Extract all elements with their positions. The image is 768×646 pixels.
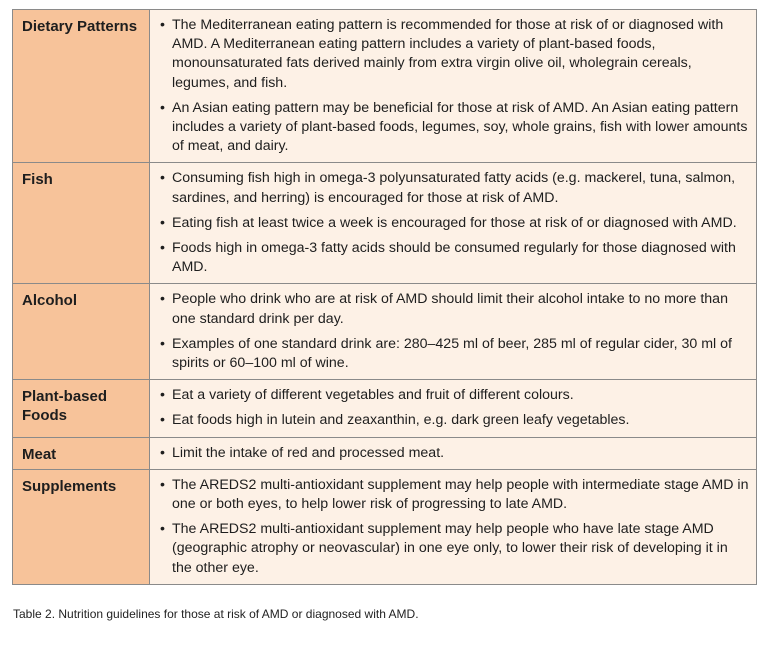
list-item: • Eating fish at least twice a week is encouraged for those at risk of or diagnosed with AMD. <box>160 214 750 233</box>
guideline-cell <box>150 10 757 163</box>
table-row <box>13 380 757 437</box>
list-item: • An Asian eating pattern may be beneficial for those at risk of AMD. An Asian eating pattern includes a variety of plant-based foods, legumes, soy, whole grains, fish with lower amounts of meat, and dairy. <box>160 99 750 157</box>
nutrition-guidelines-table <box>12 9 757 585</box>
category-cell: Supplements <box>13 469 150 584</box>
table-row <box>13 284 757 380</box>
guideline-cell <box>150 284 757 380</box>
table-row <box>13 10 757 163</box>
table-row <box>13 163 757 284</box>
list-item: • Eat foods high in lutein and zeaxanthin, e.g. dark green leafy vegetables. <box>160 411 750 430</box>
list-item: • Examples of one standard drink are: 280–425 ml of beer, 285 ml of regular cider, 30 ml of spirits or 60–100 ml of wine. <box>160 335 750 373</box>
category-cell: Meat <box>13 437 150 469</box>
list-item: • People who drink who are at risk of AMD should limit their alcohol intake to no more than one standard drink per day. <box>160 290 750 328</box>
guideline-cell <box>150 380 757 437</box>
list-item: • Eat a variety of different vegetables and fruit of different colours. <box>160 386 750 405</box>
guideline-list <box>160 476 750 578</box>
list-item: • Foods high in omega-3 fatty acids should be consumed regularly for those diagnosed with AMD. <box>160 239 750 277</box>
guideline-list <box>160 16 750 156</box>
table-caption: Table 2. Nutrition guidelines for those at risk of AMD or diagnosed with AMD. <box>13 607 419 621</box>
table-row <box>13 437 757 469</box>
list-item: • Consuming fish high in omega-3 polyunsaturated fatty acids (e.g. mackerel, tuna, salmon, sardines, and herring) is encouraged for those at risk of AMD. <box>160 169 750 207</box>
table-row <box>13 469 757 584</box>
list-item: • The AREDS2 multi-antioxidant supplement may help people who have late stage AMD (geographic atrophy or neovascular) in one eye only, to lower their risk of developing it in the other eye. <box>160 520 750 578</box>
guideline-list <box>160 444 750 463</box>
guideline-cell <box>150 163 757 284</box>
guideline-list <box>160 169 750 277</box>
guideline-cell <box>150 469 757 584</box>
guideline-list <box>160 386 750 430</box>
category-cell: Alcohol <box>13 284 150 380</box>
category-cell: Dietary Patterns <box>13 10 150 163</box>
guideline-cell <box>150 437 757 469</box>
list-item: • Limit the intake of red and processed meat. <box>160 444 750 463</box>
guideline-list <box>160 290 750 373</box>
category-cell: Plant-based Foods <box>13 380 150 437</box>
list-item: • The Mediterranean eating pattern is recommended for those at risk of or diagnosed with AMD. A Mediterranean eating pattern includes a variety of plant-based foods, monounsaturated fats derived mainly from extra virgin olive oil, wholegrain cereals, legumes, and fish. <box>160 16 750 93</box>
category-cell: Fish <box>13 163 150 284</box>
list-item: • The AREDS2 multi-antioxidant supplement may help people with intermediate stage AMD in one or both eyes, to help lower risk of progressing to late AMD. <box>160 476 750 514</box>
